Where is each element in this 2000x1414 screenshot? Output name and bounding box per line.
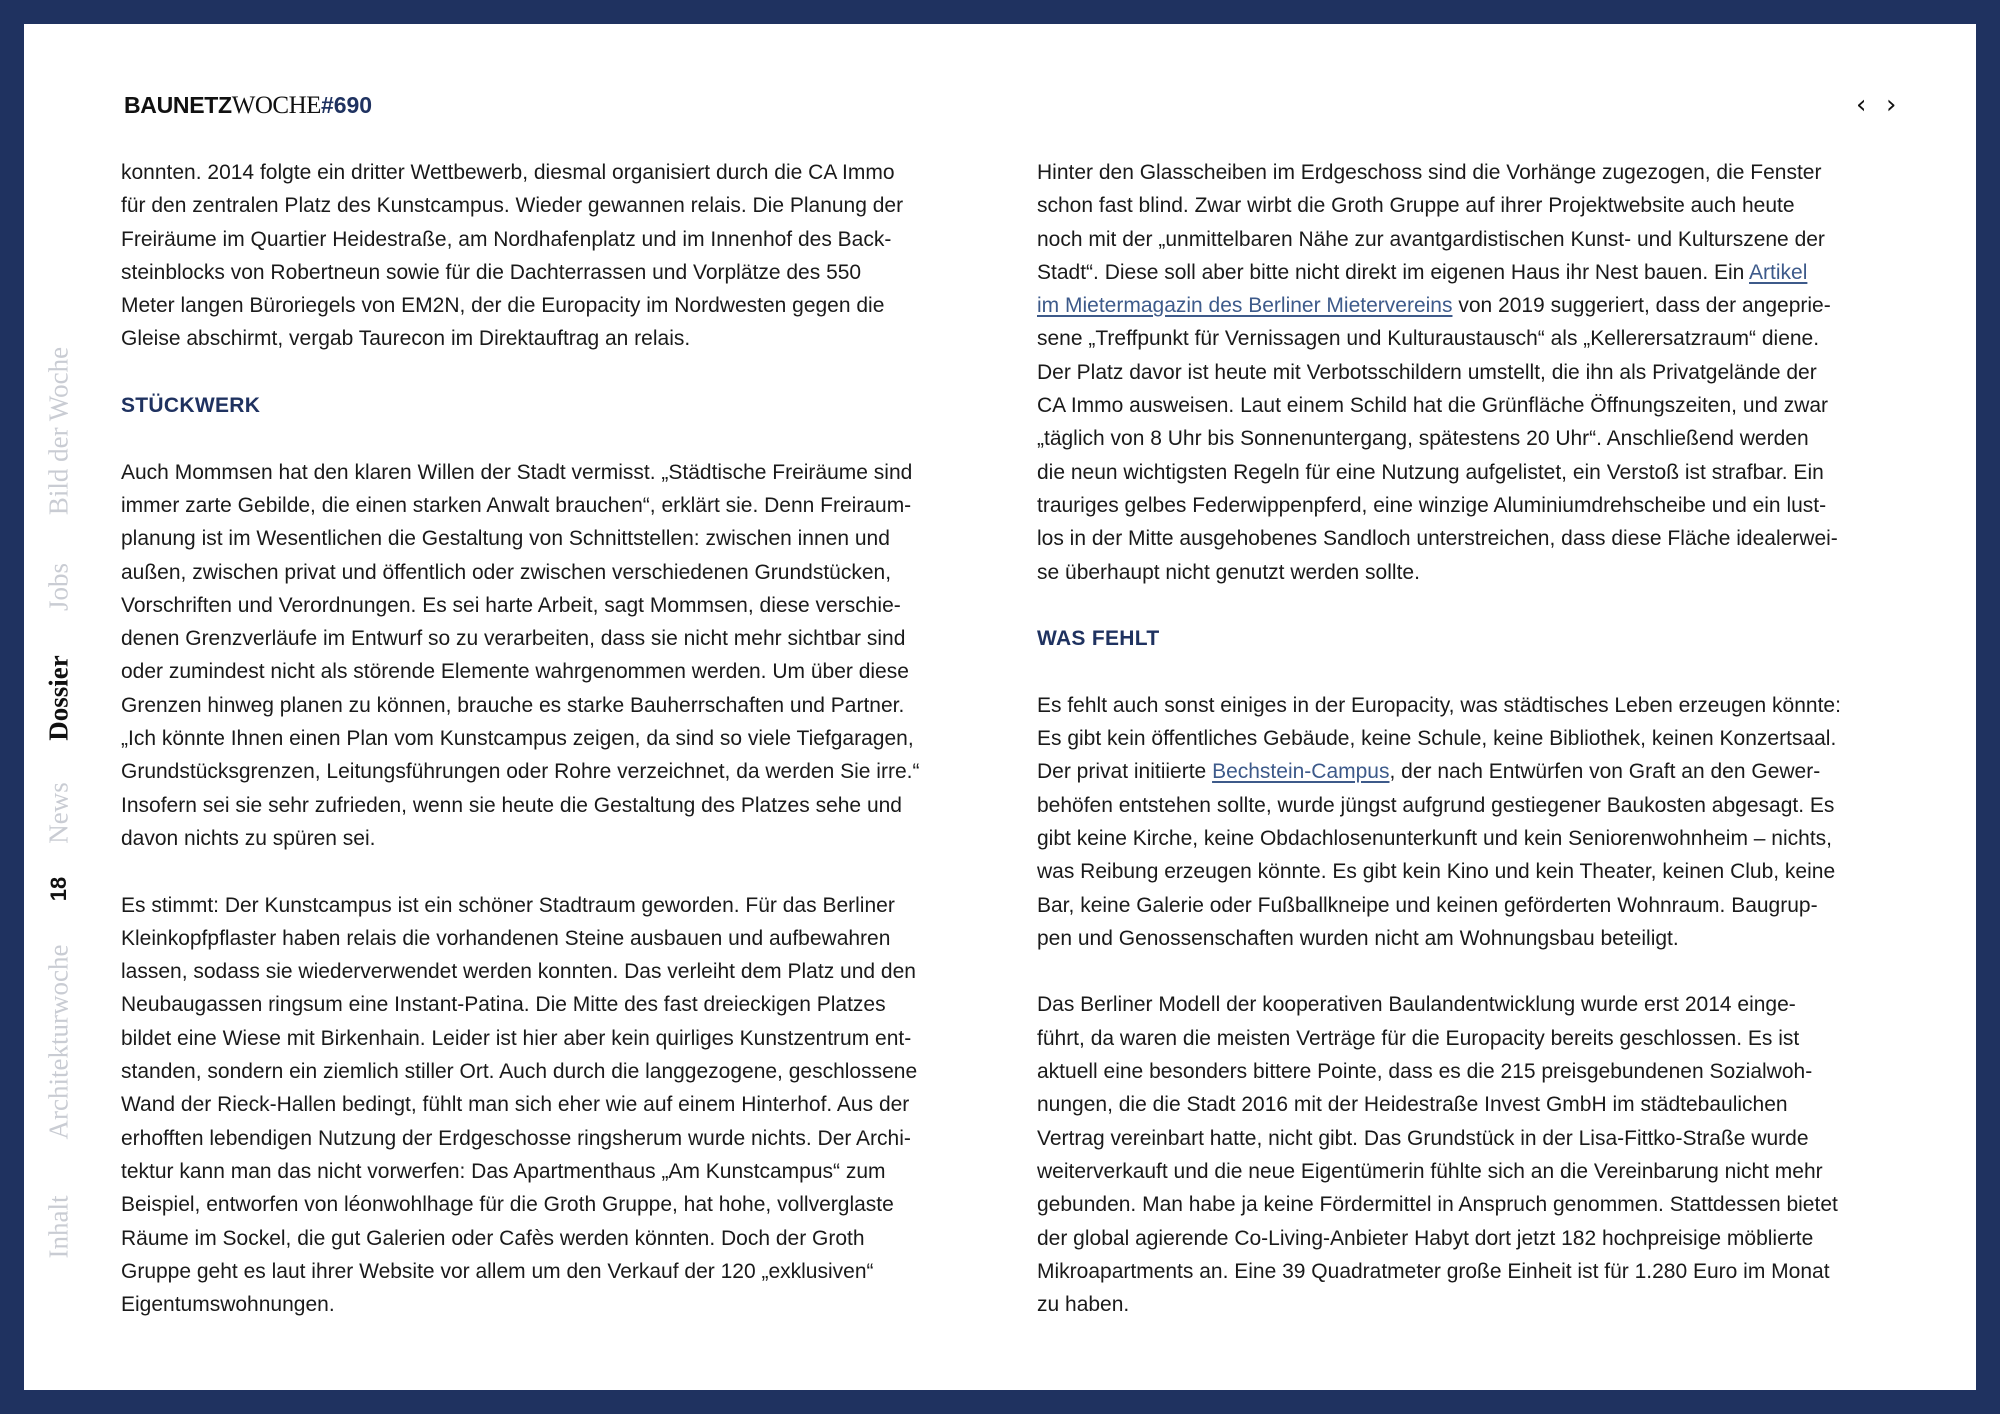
text-line: „Ich könnte Ihnen einen Plan vom Kunstcampus zeigen, da sind so viele Tiefgaragen, — [121, 727, 914, 751]
text-line: gibt keine Kirche, keine Obdachlosenunterkunft und kein Seniorenwohnheim – nichts, — [1037, 826, 1832, 850]
article-paragraph — [121, 456, 1001, 856]
brand-baunetz: BAUNETZ — [124, 92, 232, 118]
text-line: Es stimmt: Der Kunstcampus ist ein schöner Stadtraum geworden. Für das Berliner — [121, 893, 895, 917]
text-line: Wand der Rieck-Hallen bedingt, fühlt man sich eher wie auf einem Hinterhof. Aus der — [121, 1093, 910, 1117]
text-line — [1037, 289, 1917, 322]
text-line: erhofften lebendigen Nutzung der Erdgeschosse ringsherum wurde nichts. Der Archi- — [121, 1126, 911, 1150]
text-line — [1037, 256, 1917, 289]
text-line: führt, da waren die meisten Verträge für die Europacity bereits geschlossen. Es ist — [1037, 1026, 1800, 1050]
next-page-chevron-right-icon[interactable]: › — [1886, 90, 1897, 120]
sidebar-item-dossier[interactable]: Dossier — [43, 655, 74, 741]
text-line: Meter langen Büroriegels von EM2N, der die Europacity im Nordwesten gegen die — [121, 294, 885, 318]
article-paragraph — [1037, 988, 1917, 1321]
text-line: sene „Treffpunkt für Vernissagen und Kulturaustausch“ als „Kellerersatzraum“ diene. — [1037, 327, 1820, 351]
text-line: Vorschriften und Verordnungen. Es sei harte Arbeit, sagt Mommsen, diese verschie- — [121, 593, 901, 617]
paragraph-spacer — [1037, 589, 1917, 622]
text-line: Freiräume im Quartier Heidestraße, am Nordhafenplatz und im Innenhof des Back- — [121, 227, 892, 251]
text-segment: Stadt“. Diese soll aber bitte nicht direkt im eigenen Haus ihr Nest bauen. Ein — [1037, 260, 1750, 284]
paragraph-spacer — [1037, 955, 1917, 988]
text-line: was Reibung erzeugen könnte. Es gibt kein Kino und kein Theater, keinen Club, keine — [1037, 860, 1836, 884]
magazine-logo[interactable] — [124, 91, 372, 120]
text-line: die neun wichtigsten Regeln für eine Nutzung aufgelistet, ein Verstoß ist strafbar. Ein — [1037, 460, 1824, 484]
text-line: denen Grenzverläufe im Entwurf so zu verarbeiten, dass sie nicht mehr sichtbar sind — [121, 627, 906, 651]
text-line: tektur kann man das nicht vorwerfen: Das Apartmenthaus „Am Kunstcampus“ zum — [121, 1159, 886, 1183]
text-line: Hinter den Glasscheiben im Erdgeschoss sind die Vorhänge zugezogen, die Fenster — [1037, 161, 1822, 184]
section-heading: WAS FEHLT — [1037, 627, 1160, 651]
text-line: nungen, die die Stadt 2016 mit der Heidestraße Invest GmbH im städtebaulichen — [1037, 1093, 1788, 1117]
text-line: trauriges gelbes Federwippenpferd, eine winzige Aluminiumdrehscheibe und ein lust- — [1037, 493, 1827, 517]
previous-page-chevron-left-icon[interactable]: ‹ — [1856, 90, 1867, 120]
issue-number: #690 — [320, 92, 373, 118]
paragraph-spacer — [121, 356, 1001, 389]
text-line: CA Immo ausweisen. Laut einem Schild hat die Grünfläche Öffnungszeiten, und zwar — [1037, 394, 1829, 418]
text-line: Gleise abschirmt, vergab Taurecon im Direktauftrag an relais. — [121, 327, 691, 351]
text-line: Bar, keine Galerie oder Fußballkneipe und keinen geförderten Wohnraum. Baugrup- — [1037, 893, 1818, 917]
text-line: bildet eine Wiese mit Birkenhain. Leider ist hier aber kein quirliges Kunstzentrum ent- — [121, 1026, 912, 1050]
text-line: konnten. 2014 folgte ein dritter Wettbewerb, diesmal organisiert durch die CA Immo — [121, 161, 895, 184]
article-link[interactable]: Bechstein-Campus — [1212, 760, 1390, 784]
text-line: für den zentralen Platz des Kunstcampus. Wieder gewannen relais. Die Planung der — [121, 194, 904, 218]
sidebar-item-news[interactable]: News — [43, 782, 74, 844]
text-line: planung ist im Wesentlichen die Gestaltung von Schnittstellen: zwischen innen und — [121, 527, 890, 551]
text-line: Vertrag vereinbart hatte, nicht gibt. Das Grundstück in der Lisa-Fittko-Straße wurde — [1037, 1126, 1809, 1150]
text-line: pen und Genossenschaften wurden nicht am Wohnungsbau beteiligt. — [1037, 926, 1679, 950]
article-link[interactable]: im Mietermagazin des Berliner Mietervereins — [1037, 294, 1453, 318]
article-column-left — [121, 156, 1001, 1321]
text-line: Grundstücksgrenzen, Leitungsführungen oder Rohre verzeichnet, da werden Sie irre.“ — [121, 760, 920, 784]
text-segment: Der privat initiierte — [1037, 760, 1213, 784]
article-link[interactable]: Artikel — [1749, 260, 1808, 284]
text-line: Räume im Sockel, die gut Galerien oder Cafès werden könnten. Doch der Groth — [121, 1226, 865, 1250]
article-column-right — [1037, 156, 1917, 1321]
paragraph-spacer — [1037, 655, 1917, 688]
text-line: lassen, sodass sie wiederverwendet werden konnten. Das verleiht dem Platz und den — [121, 960, 916, 984]
text-line: weiterverkauft und die neue Eigentümerin fühlte sich an die Vereinbarung nicht mehr — [1037, 1159, 1823, 1183]
text-line: Grenzen hinweg planen zu können, brauche es starke Bauherrschaften und Partner. — [121, 693, 905, 717]
text-line: immer zarte Gebilde, die einen starken Anwalt brauchen“, erklärt sie. Denn Freiraum- — [121, 493, 912, 517]
text-line: Eigentumswohnungen. — [121, 1293, 335, 1317]
text-line: noch mit der „unmittelbaren Nähe zur avantgardistischen Kunst- und Kulturszene der — [1037, 227, 1825, 251]
text-line: standen, sondern ein ziemlich stiller Ort. Auch durch die langgezogene, geschlossene — [121, 1060, 918, 1084]
text-line: se überhaupt nicht genutzt werden sollte. — [1037, 560, 1420, 584]
text-line: behöfen entstehen sollte, wurde jüngst aufgrund gestiegener Baukosten abgesagt. Es — [1037, 793, 1835, 817]
text-line: Kleinkopfpflaster haben relais die vorhandenen Steine ausbauen und aufbewahren — [121, 926, 891, 950]
text-line: Gruppe geht es laut ihrer Website vor allem um den Verkauf der 120 „exklusiven“ — [121, 1259, 874, 1283]
text-segment: von 2019 suggeriert, dass der angeprie- — [1452, 294, 1831, 318]
text-line: gebunden. Man habe ja keine Fördermittel in Anspruch genommen. Stattdessen bietet — [1037, 1193, 1838, 1217]
article-paragraph — [121, 889, 1001, 1322]
paragraph-spacer — [121, 422, 1001, 455]
text-line: Insofern sei sie sehr zufrieden, wenn sie heute die Gestaltung des Platzes sehe und — [121, 793, 902, 817]
sidebar-item-architekturwoche[interactable]: Architekturwoche — [43, 944, 74, 1140]
text-line: außen, zwischen privat und öffentlich oder zwischen verschiedenen Grundstücken, — [121, 560, 892, 584]
text-line: aktuell eine besonders bittere Pointe, dass es die 215 preisgebundenen Sozialwoh- — [1037, 1060, 1813, 1084]
text-line: Es gibt kein öffentliches Gebäude, keine Schule, keine Bibliothek, keinen Konzertsaal. — [1037, 727, 1837, 751]
text-line: „täglich von 8 Uhr bis Sonnenuntergang, spätestens 20 Uhr“. Anschließend werden — [1037, 427, 1809, 451]
article-paragraph — [1037, 156, 1917, 589]
text-line: Mikroapartments an. Eine 39 Quadratmeter große Einheit ist für 1.280 Euro im Monat — [1037, 1259, 1830, 1283]
text-line: Der Platz davor ist heute mit Verbotsschildern umstellt, die ihn als Privatgelände der — [1037, 360, 1817, 384]
text-line: schon fast blind. Zwar wirbt die Groth Gruppe auf ihrer Projektwebsite auch heute — [1037, 194, 1795, 218]
text-segment: , der nach Entwürfen von Graft an den Gewer- — [1389, 760, 1821, 784]
brand-woche: WOCHE — [231, 92, 321, 119]
text-line: Das Berliner Modell der kooperativen Baulandentwicklung wurde erst 2014 einge- — [1037, 993, 1796, 1017]
article-paragraph — [121, 156, 1001, 356]
text-line: Neubaugassen ringsum eine Instant-Patina. Die Mitte des fast dreieckigen Platzes — [121, 993, 886, 1017]
text-line: Es fehlt auch sonst einiges in der Europacity, was städtisches Leben erzeugen könnte: — [1037, 693, 1841, 717]
sidebar-item-jobs[interactable]: Jobs — [43, 562, 74, 612]
article-paragraph — [1037, 689, 1917, 955]
text-line: der global agierende Co-Living-Anbieter Habyt dort jetzt 182 hochpreisige möblierte — [1037, 1226, 1814, 1250]
text-line: zu haben. — [1037, 1293, 1130, 1317]
section-heading: STÜCKWERK — [121, 394, 261, 418]
text-line: oder zumindest nicht als störende Elemente wahrgenommen werden. Um über diese — [121, 660, 909, 684]
text-line — [1037, 755, 1917, 788]
text-line: davon nichts zu spüren sei. — [121, 826, 376, 850]
text-line: steinblocks von Robertneun sowie für die Dachterrassen und Vorplätze des 550 — [121, 260, 862, 284]
paragraph-spacer — [121, 855, 1001, 888]
sidebar-item-inhalt[interactable]: Inhalt — [43, 1195, 74, 1259]
text-line: Auch Mommsen hat den klaren Willen der Stadt vermisst. „Städtische Freiräume sind — [121, 460, 913, 484]
text-line: los in der Mitte ausgehobenes Sandloch unterstreichen, dass diese Fläche idealerwei- — [1037, 527, 1838, 551]
sidebar-item-bild-der-woche[interactable]: Bild der Woche — [43, 346, 74, 516]
sidebar-issue-page-number[interactable]: 18 — [46, 876, 71, 902]
text-line: Beispiel, entworfen von léonwohlhage für die Groth Gruppe, hat hohe, vollverglaste — [121, 1193, 894, 1217]
